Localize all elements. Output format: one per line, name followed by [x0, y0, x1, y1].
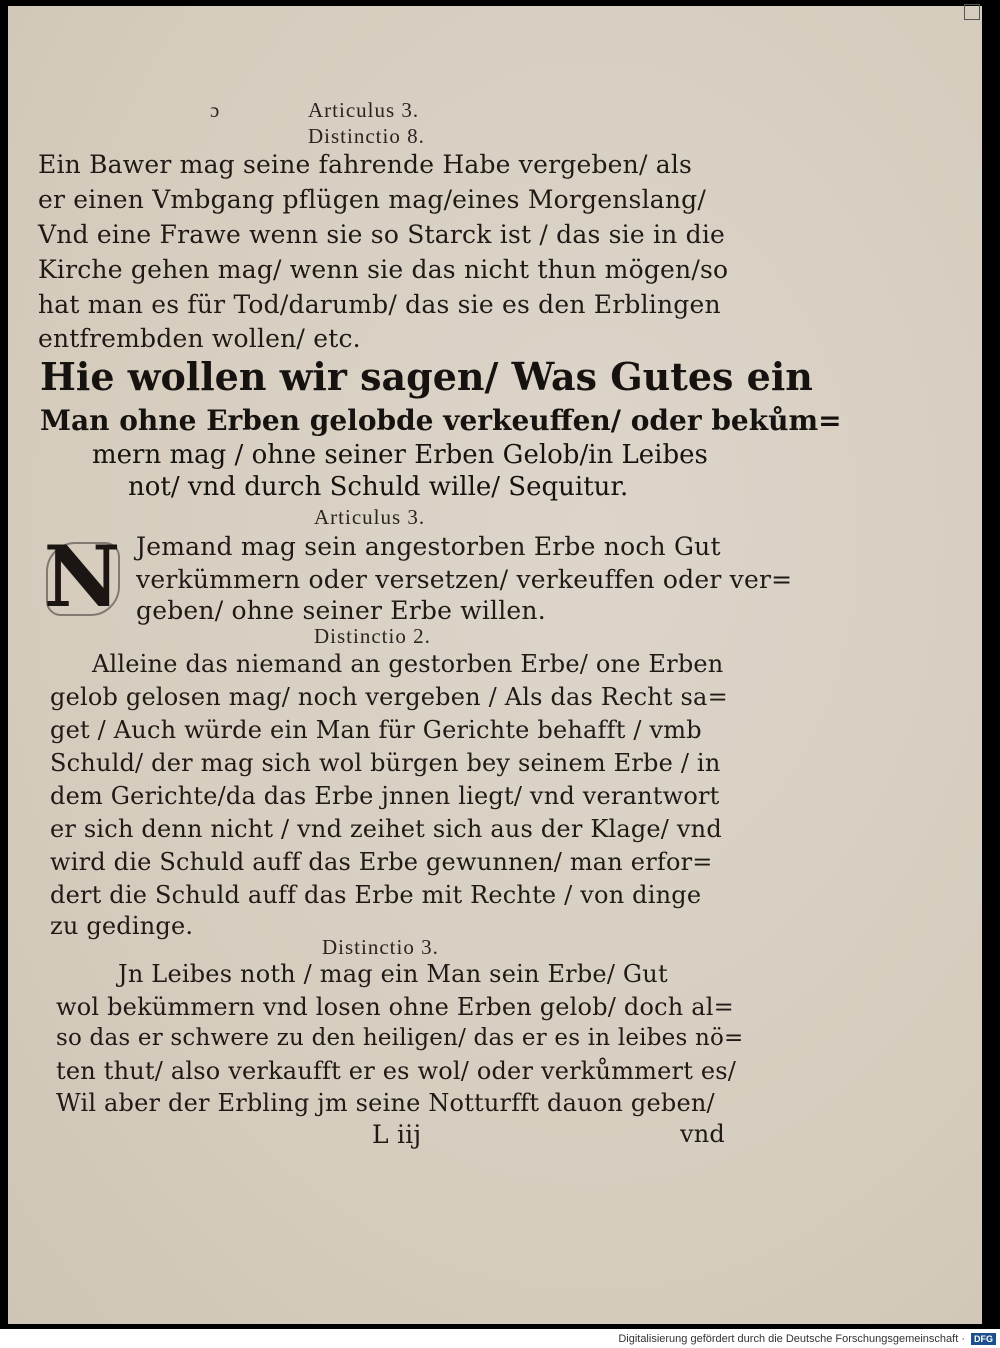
text-line: hat man es für Tod/darumb/ das sie es den Erblingen [38, 290, 721, 319]
text-line: get / Auch würde ein Man für Gerichte behafft / vmb [50, 716, 702, 744]
distinctio-2-title: Distinctio 2. [314, 624, 431, 648]
text-line: wird die Schuld auff das Erbe gewunnen/ man erfor= [50, 848, 713, 876]
text-line: so das er schwere zu den heiligen/ das er es in leibes nö= [56, 1025, 744, 1051]
signature-mark: L iij [372, 1120, 422, 1149]
text-line: entfrembden wollen/ etc. [38, 324, 361, 353]
text-line: dert die Schuld auff das Erbe mit Rechte / von dinge [50, 881, 702, 909]
footer-credit: Digitalisierung gefördert durch die Deutsche Forschungsgemeinschaft · [618, 1332, 965, 1345]
text-line: Jemand mag sein angestorben Erbe noch Gut [136, 532, 721, 561]
text-line: er einen Vmbgang pflügen mag/eines Morgenslang/ [38, 185, 707, 214]
header-articulus: Articulus 3. [308, 98, 420, 122]
text-line: zu gedinge. [50, 912, 194, 940]
text-line: Kirche gehen mag/ wenn sie das nicht thun mögen/so [38, 255, 729, 284]
decorated-initial: N [43, 527, 121, 626]
section-articulus: Articulus 3. [314, 505, 426, 529]
dfg-logo[interactable]: DFG [971, 1333, 996, 1345]
heading-line: Hie wollen wir sagen/ Was Gutes ein [40, 354, 813, 399]
heading-line: mern mag / ohne seiner Erben Gelob/in Leibes [92, 440, 708, 470]
text-line: verkümmern oder versetzen/ verkeuffen oder ver= [136, 565, 793, 594]
text-line: dem Gerichte/da das Erbe jnnen liegt/ vnd verantwort [50, 782, 720, 810]
text-line: er sich denn nicht / vnd zeihet sich aus der Klage/ vnd [50, 815, 722, 843]
heading-line: Man ohne Erben gelobde verkeuffen/ oder bekům= [40, 404, 842, 437]
text-line: Alleine das niemand an gestorben Erbe/ one Erben [92, 650, 724, 678]
heading-line: not/ vnd durch Schuld wille/ Sequitur. [128, 472, 629, 502]
footer-bar [0, 1329, 1000, 1348]
text-line: geben/ ohne seiner Erbe willen. [136, 596, 546, 625]
text-line: gelob gelosen mag/ noch vergeben / Als das Recht sa= [50, 683, 728, 711]
distinctio-3-title: Distinctio 3. [322, 935, 439, 959]
text-line: Jn Leibes noth / mag ein Man sein Erbe/ Gut [118, 960, 668, 988]
header-mark: ɔ [210, 98, 221, 122]
text-line: Ein Bawer mag seine fahrende Habe vergeben/ als [38, 150, 693, 179]
text-line: wol bekümmern vnd losen ohne Erben gelob/ doch al= [56, 993, 734, 1021]
header-distinctio: Distinctio 8. [308, 124, 425, 148]
text-line: ten thut/ also verkaufft er es wol/ oder verkůmmert es/ [56, 1057, 737, 1085]
catchword: vnd [680, 1120, 725, 1148]
text-line: Wil aber der Erbling jm seine Notturfft dauon geben/ [56, 1089, 715, 1117]
text-line: Vnd eine Frawe wenn sie so Starck ist / das sie in die [38, 220, 726, 249]
text-line: Schuld/ der mag sich wol bürgen bey seinem Erbe / in [50, 749, 721, 777]
registration-mark-top-right [964, 4, 980, 20]
